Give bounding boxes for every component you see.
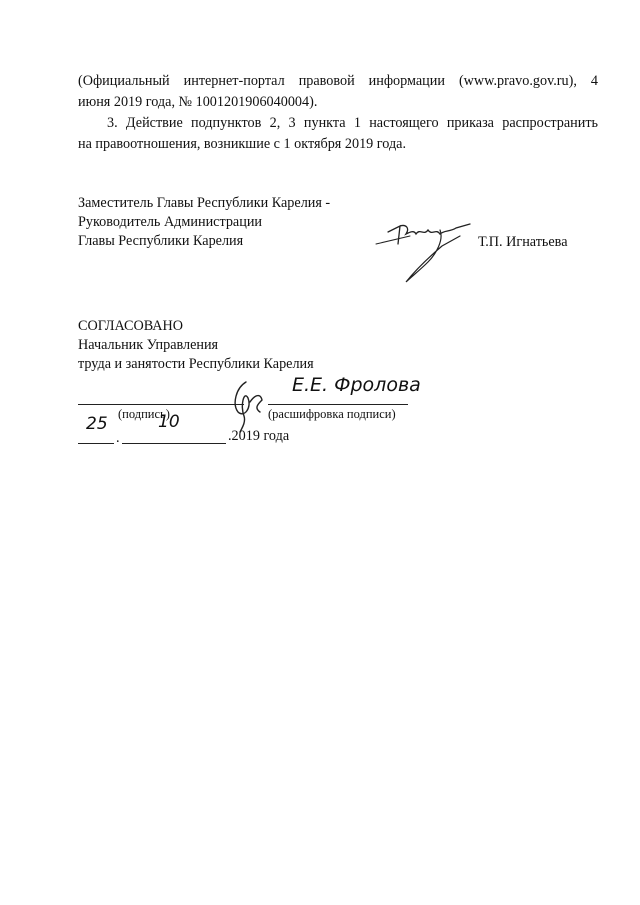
approval-position-line-1: Начальник Управления <box>78 337 219 353</box>
paragraph-3-line-2: на правоотношения, возникшие с 1 октября 2019 года. <box>78 136 407 152</box>
date-suffix: .2019 года <box>228 428 290 444</box>
date-dot: . <box>116 430 120 446</box>
approval-position-line-2: труда и занятости Республики Карелия <box>78 356 314 372</box>
date-month-underline <box>122 443 226 444</box>
signatory-title-line-2: Руководитель Администрации <box>78 214 263 230</box>
paragraph-3-line-1: 3. Действие подпунктов 2, 3 пункта 1 настоящего приказа распространить <box>107 115 598 131</box>
signatory-name: Т.П. Игнатьева <box>478 234 568 250</box>
date-month: 10 <box>158 412 180 432</box>
signatory-signature <box>370 210 480 290</box>
paragraph-continuation-line-1: (Официальный интернет-портал правовой информации (www.pravo.gov.ru), 4 <box>78 73 598 89</box>
date-day: 25 <box>86 414 108 434</box>
handwritten-transcript-name: Е.Е. Фролова <box>292 374 421 396</box>
paragraph-continuation-line-2: июня 2019 года, № 1001201906040004). <box>78 94 318 110</box>
signatory-title-line-3: Главы Республики Карелия <box>78 233 244 249</box>
approval-heading: СОГЛАСОВАНО <box>78 318 184 334</box>
date-day-underline <box>78 443 114 444</box>
signature-caption: (подпись) <box>118 407 170 421</box>
signatory-title-line-1: Заместитель Главы Республики Карелия - <box>78 195 331 211</box>
transcript-caption: (расшифровка подписи) <box>268 407 396 421</box>
